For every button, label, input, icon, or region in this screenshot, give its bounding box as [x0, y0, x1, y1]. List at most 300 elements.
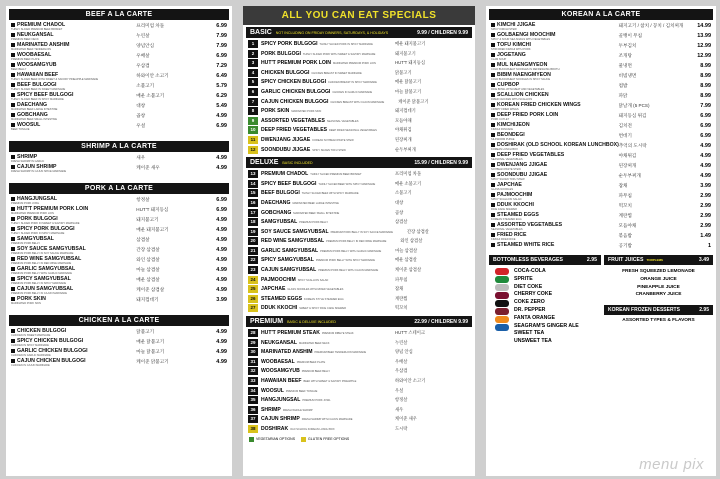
ayce-item — [243, 228, 475, 238]
ayce-item — [243, 304, 475, 314]
item-number: 32 — [248, 367, 258, 375]
item-price: 4.99 — [216, 217, 227, 223]
juice-item: PINEAPPLE JUICE — [637, 284, 680, 290]
item-desc: FRIED CHICKEN WITH SCALLION — [491, 98, 533, 101]
item-korean: 파무침 — [395, 276, 408, 282]
item-desc: THINLY SLICED BEEF WITH SWEET & SAVORY PINEAPPLE MARINADE — [11, 78, 99, 81]
bullet-icon — [491, 223, 495, 227]
item-number: 36 — [248, 406, 258, 414]
item-korean: 매운 삼겹살 — [395, 257, 417, 263]
item-name: KOREAN FRIED CHICKEN WINGS — [497, 102, 581, 108]
soda-logo-icon — [495, 268, 509, 275]
beef-list — [6, 22, 232, 132]
basic-tier-price: 9.99 / CHILDREN 9.99 — [417, 29, 468, 36]
item-desc: PREMIUM BEEF TENDERLOIN MARINADE — [314, 351, 367, 355]
bullet-icon — [11, 267, 15, 271]
item-price: 4.99 — [216, 329, 227, 335]
beverages-block — [486, 255, 604, 346]
beverage-item: COKE ZERO — [514, 299, 545, 306]
bullet-icon — [11, 287, 15, 291]
item-name: DDUK KKOCHI — [497, 202, 534, 208]
item-number: 31 — [248, 358, 258, 366]
menu-item — [6, 206, 232, 216]
item-name: SOONDUBU JJIGAE — [497, 172, 548, 178]
item-korean: 파무침 — [618, 193, 632, 198]
item-desc: SOYBEAN PASTE STEW — [491, 168, 521, 171]
beverage-list — [514, 268, 604, 346]
item-name: CHICKEN BULGOGI — [261, 69, 310, 76]
bullet-icon — [491, 93, 495, 97]
item-price: 8.99 — [700, 83, 711, 89]
shrimp-section-header: SHRIMP A LA CARTE — [9, 141, 229, 152]
item-desc: BEEF TONGUE — [11, 128, 30, 131]
item-name: PORK BULGOGI — [261, 50, 301, 57]
item-desc: PREMIUM PORK BELLY IN RED WINE MARINADE — [326, 240, 387, 244]
item-korean: 우삼겹 — [395, 368, 408, 374]
item-korean: 소불고기 — [136, 83, 155, 88]
menu-item — [6, 92, 232, 102]
item-desc: KOREAN LUNCH BOX — [491, 148, 518, 151]
ayce-item — [243, 339, 475, 349]
gluten-free-legend: GLUTEN FREE OPTIONS — [308, 437, 350, 442]
basic-tier-name: BASIC — [250, 29, 272, 36]
item-korean: 볶음밥 — [618, 233, 632, 238]
item-price: 1 — [707, 243, 711, 249]
item-korean: 누린살 — [395, 339, 408, 345]
item-name: PAJMOOCHIM — [261, 276, 296, 283]
item-number: 38 — [248, 425, 258, 433]
menu-item — [6, 226, 232, 236]
menu-item — [6, 276, 232, 286]
item-name: CAJUN SAMGYUBSAL — [261, 267, 317, 274]
beverages-title: BOTTOMLESS BEVERAGES — [493, 257, 563, 263]
item-price: 2.99 — [700, 213, 711, 219]
ayce-item — [243, 199, 475, 209]
ayce-item — [243, 50, 475, 60]
item-desc: THINLY SLICED BEEF IN SWEET MARINADE — [11, 88, 66, 91]
beverage-item: DR. PEPPER — [514, 306, 546, 313]
juices-title: FRUIT JUICES — [608, 257, 644, 263]
dessert-item: ASSORTED TYPES & FLAVORS — [622, 318, 695, 324]
item-name: PREMIUM CHADOL — [17, 22, 66, 28]
item-korean: 돼지고기 / 참치 / 꽁치 / 김치찌개 — [618, 23, 684, 28]
beverage-item: DIET COKE — [514, 283, 543, 290]
item-korean: 돼지껍데기 — [395, 108, 416, 114]
item-number: 8 — [248, 107, 258, 115]
item-desc: GLASS NOODLES WITH MIXED VEGETABLES — [287, 288, 344, 292]
menu-item — [6, 32, 232, 42]
premium-tier-price: 22.99 / CHILDREN 9.99 — [414, 318, 468, 325]
menu-item — [6, 22, 232, 32]
item-name: HAWAIIAN BEEF — [261, 378, 302, 384]
item-name: WOOSUL — [261, 387, 284, 394]
item-number: 15 — [248, 189, 258, 197]
item-price: 4.99 — [216, 257, 227, 263]
item-korean: 매운 돼지불고기 — [136, 227, 169, 232]
ayce-item — [243, 266, 475, 276]
item-korean: 항정살 — [136, 197, 150, 202]
item-korean: 골뱅이 무침 — [618, 33, 643, 38]
item-name: STEAMED EGGS — [497, 212, 539, 218]
item-number: 33 — [248, 377, 258, 385]
chicken-section-header: CHICKEN A LA CARTE — [9, 315, 229, 326]
item-desc: CHICKEN IN GARLIC MARINADE — [11, 354, 51, 357]
item-name: GARLIC CHICKEN BULGOGI — [261, 88, 331, 95]
item-desc: SWEET & SPICY RICE CAKE SKEWER — [299, 307, 346, 311]
item-desc: SPICY SCALLION SALAD — [297, 278, 329, 282]
bullet-icon — [11, 349, 15, 353]
juices-price: 3.49 — [698, 257, 709, 263]
premium-tier-name: PREMIUM — [250, 318, 284, 326]
menu-item — [486, 72, 716, 82]
bullet-icon — [491, 183, 495, 187]
item-desc: SPICY & SOUR SEA SNAILS WITH VEGETABLES — [491, 38, 551, 41]
item-desc: MARINATED BEEF LARGE INTESTINE — [11, 108, 58, 111]
item-price: 6.99 — [700, 113, 711, 119]
item-korean: 누린살 — [136, 33, 150, 38]
item-desc: THINLY SLICED PORK WITH SWEET & SAVORY MARINADE — [302, 52, 376, 56]
ayce-item — [243, 78, 475, 88]
item-price: 4.99 — [700, 143, 711, 149]
menu-item — [6, 122, 232, 132]
item-name: CAJUN CHICKEN BULGOGI — [261, 98, 329, 105]
item-name: MARINATED ANSHIM — [261, 349, 313, 356]
item-name: HUT'T PREMIUM STEAK — [261, 330, 320, 337]
item-price: 2.99 — [700, 193, 711, 199]
menu-item — [6, 338, 232, 348]
item-korean: 파닭 — [618, 93, 628, 98]
bullet-icon — [11, 297, 15, 301]
juices-block — [604, 255, 716, 346]
item-name: RED WINE SAMGYUBSAL — [17, 256, 82, 262]
ayce-item — [243, 377, 475, 387]
item-korean: 떡꼬치 — [395, 305, 408, 311]
item-price: 3.99 — [700, 183, 711, 189]
premium-tier-bar — [246, 316, 472, 327]
menu-item — [6, 348, 232, 358]
item-desc: SPICY SILKEN TOFU STEW — [312, 148, 346, 152]
menu-item — [486, 92, 716, 102]
item-name: DAECHANG — [261, 199, 291, 206]
item-korean: 하와이안 소고기 — [136, 73, 169, 78]
item-korean: 닭불고기 — [395, 69, 412, 75]
item-price: 13.99 — [697, 33, 711, 39]
ayce-item — [243, 98, 475, 108]
item-korean: 대창 — [395, 199, 404, 205]
item-korean: 양념안심 — [136, 43, 155, 48]
bullet-icon — [11, 103, 15, 107]
ayce-item — [243, 387, 475, 397]
item-desc: MARINATED BEEF NECK — [298, 341, 330, 345]
item-name: CAJUN CHICKEN BULGOGI — [17, 358, 86, 364]
premium-tier-note: BASIC & DELUXE INCLUDED — [287, 319, 336, 324]
item-desc: PREMIUM PORK BELLY WITH GARLIC MARINADE — [11, 272, 73, 275]
ayce-item — [243, 189, 475, 199]
basic-list — [243, 40, 475, 155]
ayce-item — [243, 107, 475, 117]
menu-item — [6, 196, 232, 206]
item-desc: CHICKEN BREAST WITH CAJUN MARINADE — [330, 100, 385, 104]
ayce-item — [243, 367, 475, 377]
menu-item — [6, 82, 232, 92]
ayce-item — [243, 276, 475, 286]
item-desc: KOREAN STYLE STEAMED EGG — [304, 297, 344, 301]
item-korean: 마늘 닭불고기 — [395, 88, 422, 94]
item-name: KIMCHIJEON — [497, 122, 530, 128]
item-korean: 매운 닭불고기 — [136, 339, 165, 344]
bullet-icon — [491, 83, 495, 87]
item-korean: 마늘 삼겹살 — [136, 267, 160, 272]
item-price: 4.99 — [700, 173, 711, 179]
item-korean: 잡채 — [395, 286, 404, 292]
item-name: TOFU KIMCHI — [497, 42, 531, 48]
item-name: SPICY BEEF BULGOGI — [17, 92, 74, 98]
menu-item — [486, 102, 716, 112]
item-name: SPICY PORK BULGOGI — [261, 41, 318, 47]
item-price: 6.99 — [700, 133, 711, 139]
item-korean: 조개탕 — [618, 53, 632, 58]
dessert-list — [604, 318, 713, 323]
item-korean: 된장찌개 — [395, 136, 412, 142]
bullet-icon — [491, 43, 495, 47]
item-korean: 마늘 삼겹살 — [395, 247, 418, 253]
item-price: 6.29 — [216, 93, 227, 99]
ayce-item — [243, 348, 475, 358]
item-korean: 매운 돼지불고기 — [395, 41, 426, 46]
ayce-item — [243, 415, 475, 425]
bullet-icon — [491, 203, 495, 207]
deluxe-list — [243, 170, 475, 314]
bullet-icon — [11, 63, 15, 67]
item-price: 7.99 — [216, 43, 227, 49]
menu-item — [6, 42, 232, 52]
item-desc: PREMIUM PORK BELLY IN CAJUN MARINADE — [11, 292, 67, 295]
juice-item: ORANGE JUICE — [640, 276, 677, 282]
bullet-icon — [11, 257, 15, 261]
menu-item — [6, 52, 232, 62]
menu-item — [6, 358, 232, 368]
item-desc: KOREAN SOYBEAN PASTE STEW — [312, 138, 354, 142]
juice-list — [604, 268, 713, 299]
item-name: DOSHIRAK — [261, 425, 289, 432]
beverages-header — [489, 255, 601, 265]
item-desc: MARINATED PORK SKIN — [291, 110, 322, 114]
item-price: 6.99 — [216, 53, 227, 59]
item-name: SHRIMP — [261, 406, 281, 413]
bullet-icon — [491, 163, 495, 167]
item-name: GARLIC SAMGYUBSAL — [17, 266, 76, 272]
item-number: 23 — [248, 266, 258, 274]
item-korean: 추억의 도시락 — [618, 143, 647, 148]
right-menu-panel — [486, 6, 716, 476]
bullet-icon — [11, 23, 15, 27]
item-price: 2.99 — [700, 203, 711, 209]
item-name: CAJUN SAMGYUBSAL — [17, 286, 74, 292]
item-price: 4.99 — [216, 349, 227, 355]
soda-logo-icon — [495, 308, 509, 315]
item-number: 37 — [248, 415, 258, 423]
bullet-icon — [11, 247, 15, 251]
basic-tier-bar — [246, 27, 472, 38]
menu-item — [486, 42, 716, 52]
item-name: GOBCHANG — [261, 209, 292, 216]
item-desc: OLD SCHOOL KOREAN LUNCH BOX — [290, 427, 335, 431]
menu-item — [486, 222, 716, 232]
juices-header — [604, 255, 713, 265]
item-desc: MARINATED BEEF SMALL INTESTINE — [293, 211, 340, 215]
item-desc: KOREAN STEAMED EGG — [491, 218, 522, 221]
item-korean: 계란찜 — [618, 213, 632, 218]
item-number: 14 — [248, 180, 258, 188]
item-number: 5 — [248, 78, 258, 86]
item-number: 24 — [248, 276, 258, 284]
menu-item — [486, 172, 716, 182]
ayce-item — [243, 209, 475, 219]
item-price: 14.99 — [697, 23, 711, 29]
bullet-icon — [491, 233, 495, 237]
item-name: HUT'T PREMIUM PORK LOIN — [17, 206, 89, 212]
item-desc: CHICKEN BREAST IN SWEET MARINADE — [311, 71, 362, 75]
item-desc: PORK CUTLET — [491, 118, 510, 121]
bullet-icon — [491, 123, 495, 127]
item-desc: STIR FRIED KIMCHI WITH PORK — [491, 48, 531, 51]
item-number: 26 — [248, 295, 258, 303]
item-name: SPICY CHICKEN BULGOGI — [261, 79, 326, 86]
soda-logo-icon — [495, 324, 509, 331]
menu-item — [6, 286, 232, 296]
menu-item — [486, 142, 716, 152]
bullet-icon — [11, 113, 15, 117]
item-desc: RICE BOWL WITH MEAT AND VEGETABLES — [491, 88, 545, 91]
item-desc: PREMIUM BEEF BELLY — [301, 370, 331, 374]
item-name: WOOSAMGYUB — [261, 368, 300, 375]
item-desc: PREMIUM PORK BELLY WITH SPICY MARINADE — [315, 259, 375, 263]
deluxe-tier-name: DELUXE — [250, 159, 279, 167]
ayce-item — [243, 425, 475, 435]
item-desc: PREMIUM BEEF PLATE — [296, 360, 326, 364]
item-name: SCALLION CHICKEN — [497, 92, 549, 98]
item-number: 20 — [248, 237, 258, 245]
juices-sub: TORPLEM$ — [646, 258, 663, 262]
item-korean: 마늘 닭불고기 — [136, 349, 165, 354]
item-korean: 닭날개 (5 PCS) — [618, 103, 650, 108]
premium-list — [243, 329, 475, 435]
menu-item — [6, 72, 232, 82]
item-name: PORK BULGOGI — [17, 216, 58, 222]
item-desc: SPICY KIMCHI STEW — [491, 28, 517, 31]
bullet-icon — [491, 113, 495, 117]
item-name: PORK SKIN — [17, 296, 46, 302]
menu-item — [6, 62, 232, 72]
bullet-icon — [11, 83, 15, 87]
bullet-icon — [491, 193, 495, 197]
item-desc: THINLY SLICED BEEF IN SPICY MARINADE — [11, 98, 64, 101]
item-name: RED WINE SAMGYUBSAL — [261, 238, 325, 245]
item-korean: 간장 삼겹살 — [136, 247, 160, 252]
item-number: 10 — [248, 126, 258, 134]
item-desc: THINLY SLICED PORK IN SPICY MARINADE — [319, 43, 373, 46]
menu-item — [486, 232, 716, 242]
korean-section-header: KOREAN A LA CARTE — [489, 9, 713, 20]
item-korean: 야채튀김 — [395, 127, 412, 133]
menu-item — [6, 236, 232, 246]
bullet-icon — [491, 103, 495, 107]
ayce-item — [243, 247, 475, 257]
ayce-item — [243, 126, 475, 136]
item-number: 7 — [248, 98, 258, 106]
item-desc: CHICKEN BREAST IN SPICY MARINADE — [328, 81, 377, 85]
bullet-icon — [11, 93, 15, 97]
bullet-icon — [491, 63, 495, 67]
bullet-icon — [491, 73, 495, 77]
korean-list — [486, 22, 716, 252]
shrimp-list — [6, 154, 232, 174]
item-desc: PREMIUM BEEF TONGUE — [285, 389, 318, 393]
item-name: HANGJUNGSAL — [261, 397, 301, 404]
item-number: 27 — [248, 304, 258, 312]
item-name: DWENJANG JIJGAE — [261, 136, 311, 143]
item-desc: PREMIUM PORK BELLY IN SOY SAUCE MARINADE — [11, 252, 74, 255]
menu-item — [486, 32, 716, 42]
basic-tier-note: NOT INCLUDING ON FRIDAY DINNERS, SATURDAYS, & HOLIDAYS — [275, 30, 389, 35]
item-price: 7.99 — [216, 33, 227, 39]
item-name: STEAMED WHITE RICE — [497, 242, 555, 248]
bullet-icon — [11, 207, 15, 211]
item-desc: THINLY SLICED PORK IN SPICY MARINADE — [11, 232, 65, 235]
item-korean: 우설 — [395, 387, 404, 393]
menu-item — [486, 82, 716, 92]
item-name: MUL NAENGMYEON — [497, 62, 548, 68]
menu-item — [486, 212, 716, 222]
item-korean: 우배살 — [395, 358, 408, 364]
menu-item — [6, 256, 232, 266]
soda-logo-icon — [495, 292, 509, 299]
item-price: 4.99 — [216, 267, 227, 273]
item-price: 7.29 — [216, 63, 227, 69]
item-korean: 와인 삼겹살 — [400, 238, 423, 244]
item-price: 2.99 — [700, 223, 711, 229]
bullet-icon — [491, 243, 495, 247]
item-korean: 케이준 닭불고기 — [398, 98, 429, 104]
item-korean: 매운 소불고기 — [395, 180, 422, 186]
item-number: 34 — [248, 387, 258, 395]
item-korean: HUT'T 돼지등심 — [136, 207, 169, 212]
item-number: 18 — [248, 218, 258, 226]
ayce-item — [243, 295, 475, 305]
item-desc: SILKWORM PUPAE — [491, 138, 515, 141]
ayce-item — [243, 218, 475, 228]
item-price: 6.49 — [216, 73, 227, 79]
item-price: 4.99 — [216, 227, 227, 233]
item-number: 1 — [248, 40, 258, 48]
item-name: DEEP FRIED PORK LOIN — [497, 112, 559, 118]
item-name: PREMIUM CHADOL — [261, 171, 309, 178]
item-price: 4.99 — [216, 287, 227, 293]
item-name: GARLIC SAMGYUBSAL — [261, 247, 319, 254]
item-desc: BEEF WITH SWEET & SAVORY PINEAPPLE — [303, 380, 357, 383]
menu-item — [6, 266, 232, 276]
ayce-item — [243, 136, 475, 146]
item-number: 12 — [248, 146, 258, 154]
item-korean: 물냉면 — [618, 63, 632, 68]
item-desc: PREMIUM BEEF NECK — [11, 38, 39, 41]
item-name: WOOSAMGYUB — [17, 62, 57, 68]
item-korean: 계란찜 — [395, 295, 408, 301]
soda-logo-icon — [495, 316, 509, 323]
item-desc: MARINATED PREMIUM PORK LOIN — [332, 62, 376, 66]
item-price: 4.99 — [700, 163, 711, 169]
item-name: PAJMOOCHIM — [497, 192, 533, 198]
